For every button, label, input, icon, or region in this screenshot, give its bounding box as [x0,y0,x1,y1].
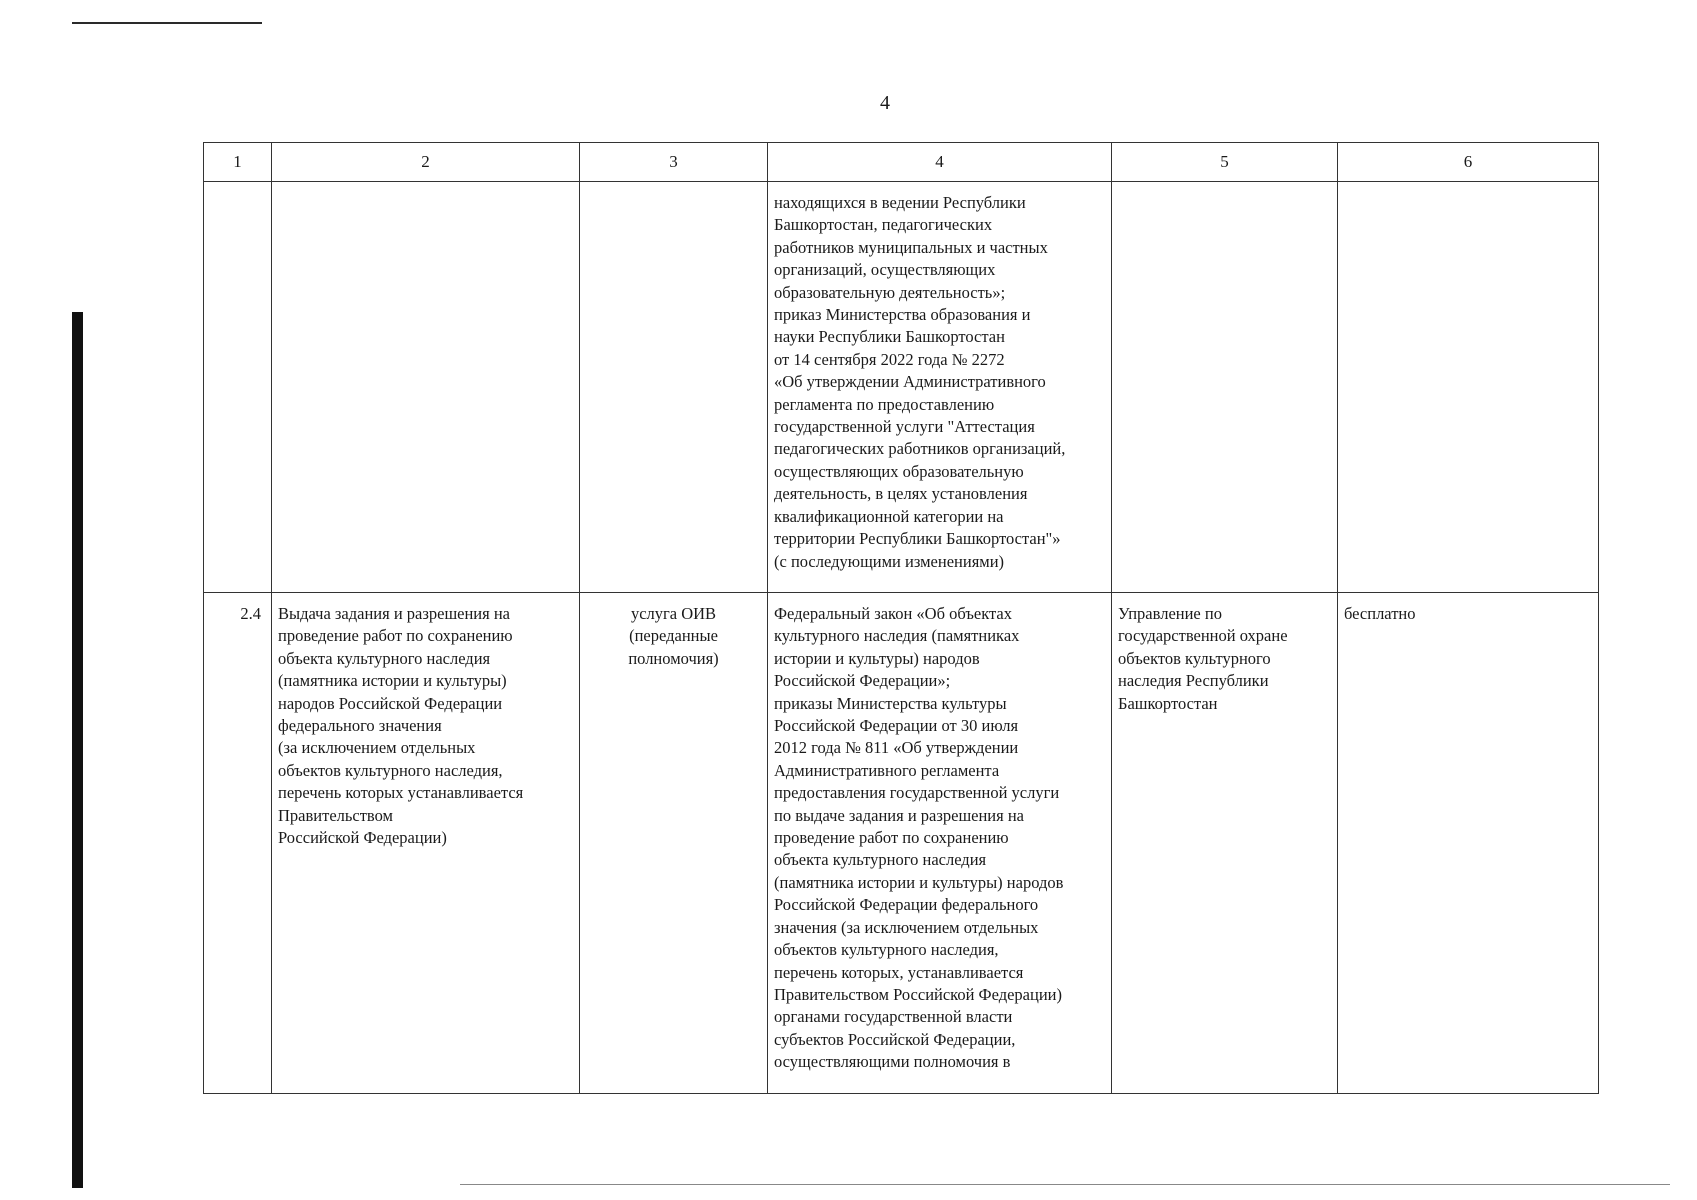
authority-cell: Управление по государственной охране объектов культурного наследия Республики Башкортостан [1112,593,1338,1094]
service-type-cell [580,182,768,593]
page-number: 4 [880,92,890,114]
service-name-cell: Выдача задания и разрешения на проведение работ по сохранению объекта культурного наследия (памятника истории и культуры) народов Российской Федерации федерального значения (за исключением отдельных объектов культурного наследия, перечень которых устанавливается Правительством Российской Федерации) [272,593,580,1094]
column-header: 2 [272,143,580,182]
service-name-cell [272,182,580,593]
services-table [203,142,1599,1094]
table-row [204,593,1599,1094]
scan-artifact-left-bar [72,312,83,1188]
authority-cell [1112,182,1338,593]
table-header-row [204,143,1599,182]
row-number-cell [204,182,272,593]
service-type-cell: услуга ОИВ (переданные полномочия) [580,593,768,1094]
legal-basis-cell: Федеральный закон «Об объектах культурного наследия (памятниках истории и культуры) народов Российской Федерации»; приказы Министерства культуры Российской Федерации от 30 июля 2012 года № 811 «Об утверждении Административного регламента предоставления государственной услуги по выдаче задания и разрешения на проведение работ по сохранению объекта культурного наследия (памятника истории и культуры) народов Российской Федерации федерального значения (за исключением отдельных объектов культурного наследия, перечень которых, устанавливается Правительством Российской Федерации) органами государственной власти субъектов Российской Федерации, осуществляющими полномочия в [768,593,1112,1094]
column-header: 6 [1338,143,1599,182]
column-header: 5 [1112,143,1338,182]
column-header: 3 [580,143,768,182]
column-header: 1 [204,143,272,182]
fee-cell: бесплатно [1338,593,1599,1094]
fee-cell [1338,182,1599,593]
scan-artifact-bottom-line [460,1184,1670,1185]
table-row [204,182,1599,593]
row-number-cell: 2.4 [204,593,272,1094]
scan-artifact-top-line [72,22,262,24]
legal-basis-cell: находящихся в ведении Республики Башкортостан, педагогических работников муниципальных и частных организаций, осуществляющих образовательную деятельность»; приказ Министерства образования и науки Республики Башкортостан от 14 сентября 2022 года № 2272 «Об утверждении Административного регламента по предоставлению государственной услуги "Аттестация педагогических работников организаций, осуществляющих образовательную деятельность, в целях установления квалификационной категории на территории Республики Башкортостан"» (с последующими изменениями) [768,182,1112,593]
column-header: 4 [768,143,1112,182]
